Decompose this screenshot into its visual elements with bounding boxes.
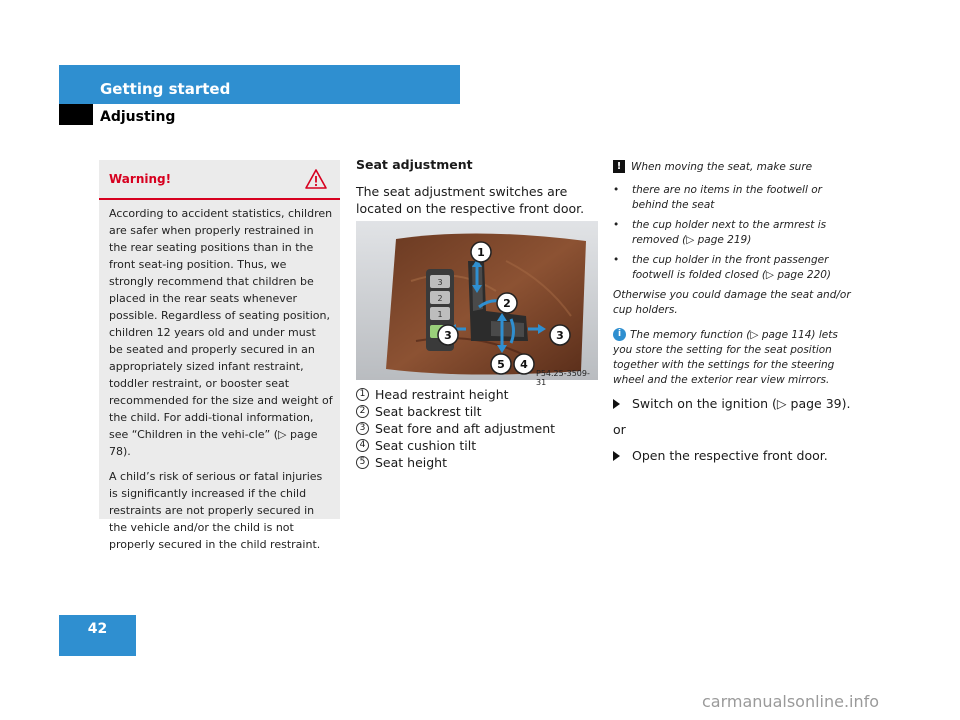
notice-intro	[613, 160, 858, 175]
step-or: or	[613, 422, 626, 437]
legend-number: 4	[356, 439, 369, 452]
step-text: Switch on the ignition (▷ page 39).	[632, 396, 851, 411]
warning-paragraph: A child’s risk of serious or fatal injuries is significantly increased if the child restraints are not properly secured in the vehicle and/or the child is not properly secured in the child restraint.	[109, 470, 323, 551]
legend-text: Seat cushion tilt	[375, 438, 477, 453]
instruction-steps	[613, 395, 863, 464]
notice-bullet-text: the cup holder in the front passenger footwell is folded closed (▷ page 220)	[632, 254, 832, 281]
step-text: Open the respective front door.	[632, 448, 828, 463]
legend-item	[356, 420, 596, 437]
notice-bullet-text: the cup holder next to the armrest is removed (▷ page 219)	[632, 219, 827, 246]
notice-bullet-text: there are no items in the footwell or behind the seat	[632, 184, 822, 211]
warning-title: Warning!	[109, 172, 172, 186]
legend-text: Seat backrest tilt	[375, 404, 482, 419]
photo-reference-code: P54.25-3509-31	[536, 369, 590, 387]
legend-item	[356, 454, 596, 471]
subsection-title: Adjusting	[100, 109, 176, 125]
info-note-text: The memory function (▷ page 114) lets you store the setting for the seat position together with the settings for the steering wheel and the exterior rear view mirrors.	[613, 329, 838, 386]
info-icon: i	[613, 328, 626, 341]
notice-outro: Otherwise you could damage the seat and/or cup holders.	[613, 289, 851, 316]
notice-section	[613, 160, 858, 388]
watermark: carmanualsonline.info	[702, 692, 880, 711]
notice-intro-text: When moving the seat, make sure	[631, 161, 813, 173]
seat-switch-illustration	[356, 221, 598, 380]
legend-item	[356, 403, 596, 420]
notice-bullet	[613, 253, 858, 283]
seat-adjustment-section	[356, 156, 598, 217]
seat-adjustment-intro: The seat adjustment switches are located on the respective front door.	[356, 184, 585, 216]
bullet-icon: •	[613, 254, 620, 266]
callout-3-left: 3	[444, 329, 452, 342]
legend-number: 1	[356, 388, 369, 401]
callout-4: 4	[520, 358, 528, 371]
callout-5: 5	[497, 358, 505, 371]
memory-button-label: 3	[437, 278, 443, 287]
warning-paragraph: According to accident statistics, children are safer when properly restrained in the rear seating positions than in the front seat-ing position. Thus, we strongly recommend that children be placed in the rear seats whenever possible. Regardless of seating position, children 12 years old and under must be seated and properly secured in an appropriately sized infant restraint, toddler restraint, or booster seat recommended for the size and weight of the child. For addi-tional information, see “Children in the vehi-cle” (▷ page 78).	[109, 207, 333, 458]
legend-number: 5	[356, 456, 369, 469]
legend-text: Seat height	[375, 455, 448, 470]
legend-number: 2	[356, 405, 369, 418]
warning-body	[109, 205, 333, 561]
step-arrow-icon	[613, 451, 620, 461]
info-note	[613, 328, 858, 388]
memory-button-label: 1	[437, 310, 443, 319]
legend-number: 3	[356, 422, 369, 435]
seat-switch-photo	[356, 221, 598, 387]
memory-button-label: 2	[437, 294, 443, 303]
notice-bullet	[613, 183, 858, 213]
instruction-step	[613, 447, 863, 464]
instruction-step	[613, 395, 863, 412]
legend-text: Seat fore and aft adjustment	[375, 421, 556, 436]
legend-item	[356, 437, 596, 454]
callout-2: 2	[503, 297, 511, 310]
bullet-icon: •	[613, 219, 620, 231]
callout-3-right: 3	[556, 329, 564, 342]
notice-bullet	[613, 218, 858, 248]
step-arrow-icon	[613, 399, 620, 409]
bullet-icon: •	[613, 184, 620, 196]
page-number: 42	[59, 615, 136, 656]
legend-item	[356, 386, 596, 403]
callout-1: 1	[477, 246, 485, 259]
subsection-marker	[59, 104, 93, 125]
legend-text: Head restraint height	[375, 387, 509, 402]
warning-box	[99, 160, 340, 551]
warning-triangle-icon	[305, 168, 327, 190]
warning-header	[99, 160, 340, 200]
section-title: Getting started	[100, 80, 231, 98]
seat-legend	[356, 386, 596, 471]
seat-adjustment-heading: Seat adjustment	[356, 157, 473, 172]
caution-icon: !	[613, 160, 625, 173]
